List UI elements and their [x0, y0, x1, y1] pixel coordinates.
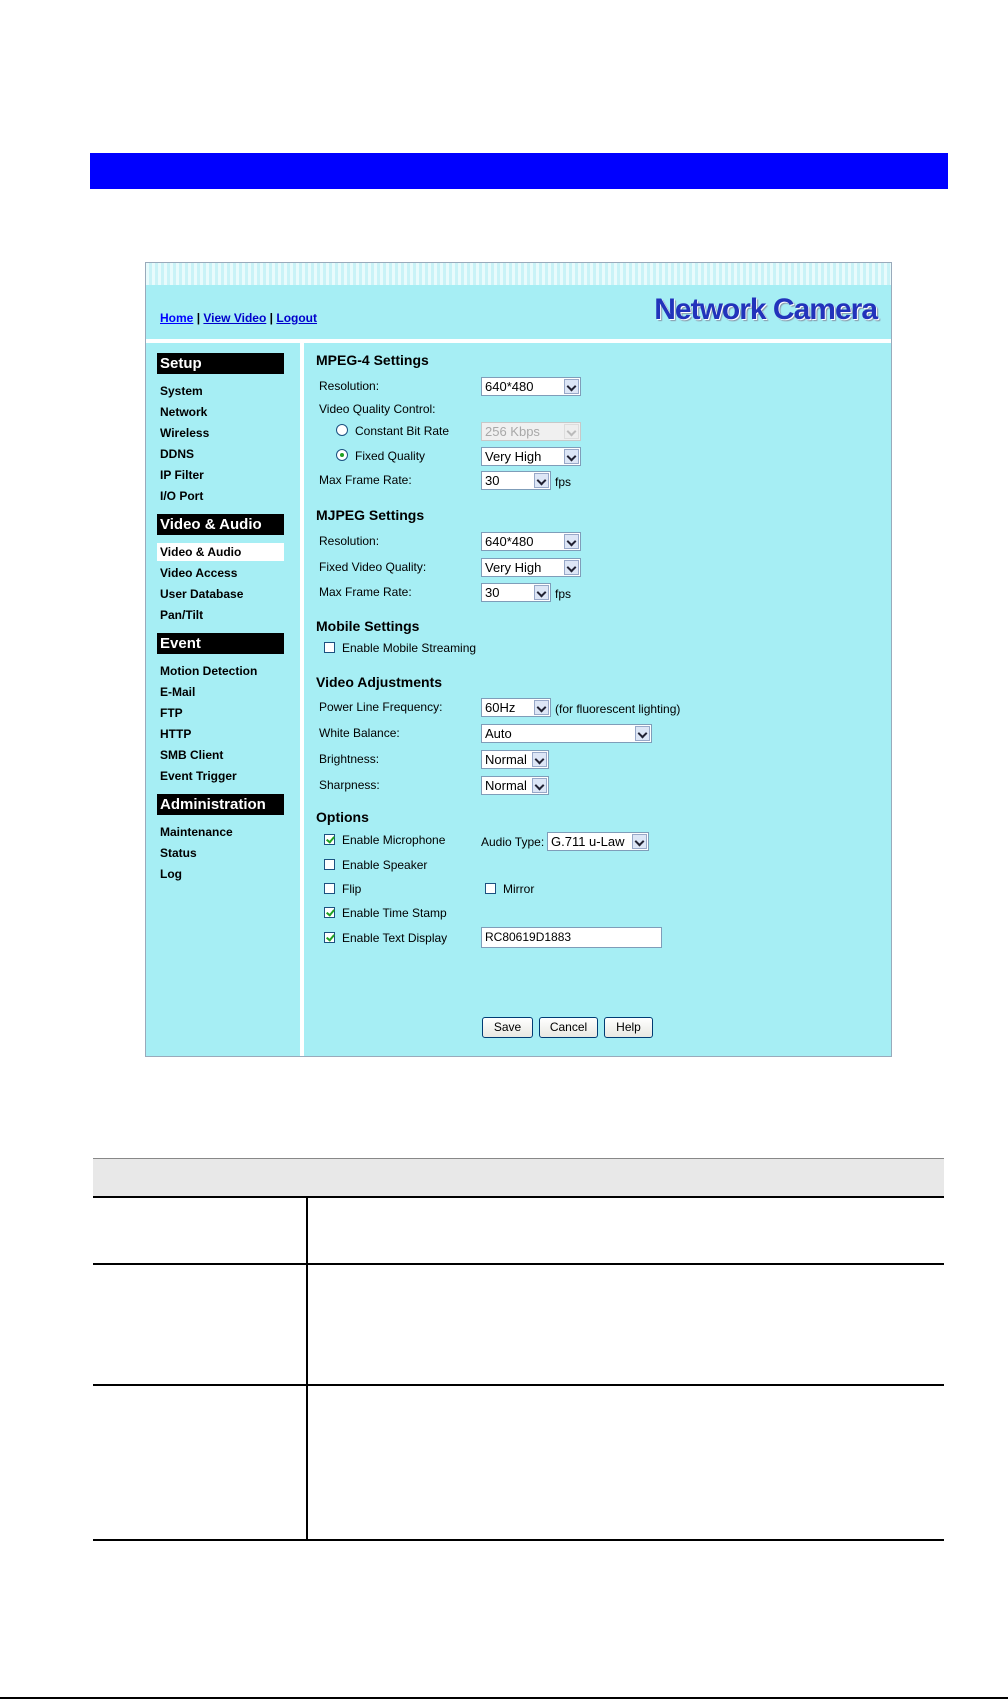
sidebar-item-user-database[interactable]: User Database [160, 587, 244, 601]
cancel-button[interactable]: Cancel [539, 1017, 598, 1038]
microphone-label: Enable Microphone [342, 833, 446, 847]
page-footer-rule [0, 1697, 1008, 1699]
table-row-divider [93, 1384, 944, 1386]
mpeg4-resolution-label: Resolution: [319, 379, 380, 393]
table-column-divider [306, 1198, 308, 1541]
chevron-down-icon [635, 726, 650, 741]
mpeg4-frame-rate-select[interactable]: 30 [481, 471, 551, 490]
mpeg4-frame-rate-label: Max Frame Rate: [319, 473, 412, 487]
mjpeg-quality-select[interactable]: Very High [481, 558, 581, 577]
power-line-label: Power Line Frequency: [319, 700, 443, 714]
power-line-select[interactable]: 60Hz [481, 698, 551, 717]
sharpness-select[interactable]: Normal [481, 776, 549, 795]
chevron-down-icon [534, 473, 549, 488]
mjpeg-heading: MJPEG Settings [316, 507, 425, 523]
chevron-down-icon [564, 534, 579, 549]
white-balance-select[interactable]: Auto [481, 724, 652, 743]
sidebar-item-video-access[interactable]: Video Access [160, 566, 238, 580]
chevron-down-icon [534, 585, 549, 600]
text-display-input[interactable]: RC80619D1883 [481, 927, 662, 948]
mjpeg-fps-unit: fps [555, 587, 572, 601]
sidebar-item-ddns[interactable]: DDNS [160, 447, 195, 461]
mirror-label: Mirror [503, 882, 535, 896]
sidebar [146, 343, 304, 1056]
mobile-streaming-label: Enable Mobile Streaming [342, 641, 477, 655]
sidebar-item-http[interactable]: HTTP [160, 727, 192, 741]
options-heading: Options [316, 809, 369, 825]
speaker-label: Enable Speaker [342, 858, 428, 872]
sidebar-item-pan-tilt[interactable]: Pan/Tilt [160, 608, 204, 622]
table-row-divider [93, 1539, 944, 1541]
sidebar-item-io-port[interactable]: I/O Port [160, 489, 204, 503]
fixed-quality-select[interactable]: Very High [481, 447, 581, 466]
text-display-checkbox[interactable] [324, 932, 335, 943]
mpeg4-heading: MPEG-4 Settings [316, 352, 429, 368]
chevron-down-icon [532, 778, 547, 793]
cbr-label: Constant Bit Rate [355, 424, 450, 438]
fixed-quality-label: Fixed Quality [355, 449, 426, 463]
chevron-down-icon [564, 379, 579, 394]
brand-logo: Network Camera [654, 293, 877, 326]
fixed-quality-radio[interactable] [336, 449, 348, 461]
page-header [146, 263, 891, 343]
view-video-link[interactable]: View Video [203, 311, 267, 325]
camera-settings-screenshot [145, 262, 892, 1057]
text-display-label: Enable Text Display [342, 931, 448, 945]
home-link[interactable]: Home [160, 311, 194, 325]
mjpeg-quality-label: Fixed Video Quality: [319, 560, 427, 574]
audio-type-label: Audio Type: [481, 835, 545, 849]
table-header [93, 1158, 944, 1198]
mpeg4-resolution-select[interactable]: 640*480 [481, 377, 581, 396]
sidebar-item-email[interactable]: E-Mail [160, 685, 196, 699]
timestamp-checkbox[interactable] [324, 907, 335, 918]
chevron-down-icon [632, 834, 647, 849]
mobile-streaming-checkbox[interactable] [324, 642, 335, 653]
top-nav: Home | View Video | Logout [160, 311, 318, 325]
mirror-checkbox[interactable] [485, 883, 496, 894]
help-button[interactable]: Help [604, 1017, 653, 1038]
sidebar-item-network[interactable]: Network [160, 405, 208, 419]
quality-control-label: Video Quality Control: [319, 402, 436, 416]
logout-link[interactable]: Logout [276, 311, 318, 325]
timestamp-label: Enable Time Stamp [342, 906, 447, 920]
chevron-down-icon [564, 560, 579, 575]
chevron-down-icon [534, 700, 549, 715]
flip-label: Flip [342, 882, 362, 896]
sidebar-item-video-audio[interactable]: Video & Audio [157, 543, 284, 561]
cbr-select[interactable]: 256 Kbps [481, 422, 581, 441]
mjpeg-frame-rate-select[interactable]: 30 [481, 583, 551, 602]
mjpeg-frame-rate-label: Max Frame Rate: [319, 585, 412, 599]
mpeg4-fps-unit: fps [555, 475, 572, 489]
section-title-bar [90, 153, 948, 189]
sidebar-section-event: Event [157, 633, 284, 654]
sidebar-item-system[interactable]: System [160, 384, 203, 398]
settings-panel [304, 343, 891, 1056]
sidebar-item-ftp[interactable]: FTP [160, 706, 183, 720]
sidebar-section-administration: Administration [157, 794, 284, 815]
chevron-down-icon [564, 424, 579, 439]
power-line-note: (for fluorescent lighting) [555, 702, 681, 716]
sidebar-item-event-trigger[interactable]: Event Trigger [160, 769, 237, 783]
chevron-down-icon [532, 752, 547, 767]
sidebar-section-setup: Setup [157, 353, 284, 374]
sharpness-label: Sharpness: [319, 778, 380, 792]
sidebar-item-log[interactable]: Log [160, 867, 182, 881]
table-row-divider [93, 1263, 944, 1265]
speaker-checkbox[interactable] [324, 859, 335, 870]
microphone-checkbox[interactable] [324, 834, 335, 845]
brightness-label: Brightness: [319, 752, 380, 766]
video-adjustments-heading: Video Adjustments [316, 674, 443, 690]
mjpeg-resolution-select[interactable]: 640*480 [481, 532, 581, 551]
save-button[interactable]: Save [482, 1017, 533, 1038]
sidebar-item-smb-client[interactable]: SMB Client [160, 748, 224, 762]
chevron-down-icon [564, 449, 579, 464]
mjpeg-resolution-label: Resolution: [319, 534, 380, 548]
flip-checkbox[interactable] [324, 883, 335, 894]
field-description-table [93, 1158, 944, 1541]
sidebar-item-motion-detection[interactable]: Motion Detection [160, 664, 258, 678]
mobile-heading: Mobile Settings [316, 618, 420, 634]
audio-type-select[interactable]: G.711 u-Law [547, 832, 649, 851]
sidebar-section-video-audio: Video & Audio [157, 514, 284, 535]
brightness-select[interactable]: Normal [481, 750, 549, 769]
cbr-radio[interactable] [336, 424, 348, 436]
sidebar-item-wireless[interactable]: Wireless [160, 426, 210, 440]
white-balance-label: White Balance: [319, 726, 400, 740]
sidebar-item-ip-filter[interactable]: IP Filter [160, 468, 204, 482]
sidebar-item-maintenance[interactable]: Maintenance [160, 825, 233, 839]
sidebar-item-status[interactable]: Status [160, 846, 197, 860]
